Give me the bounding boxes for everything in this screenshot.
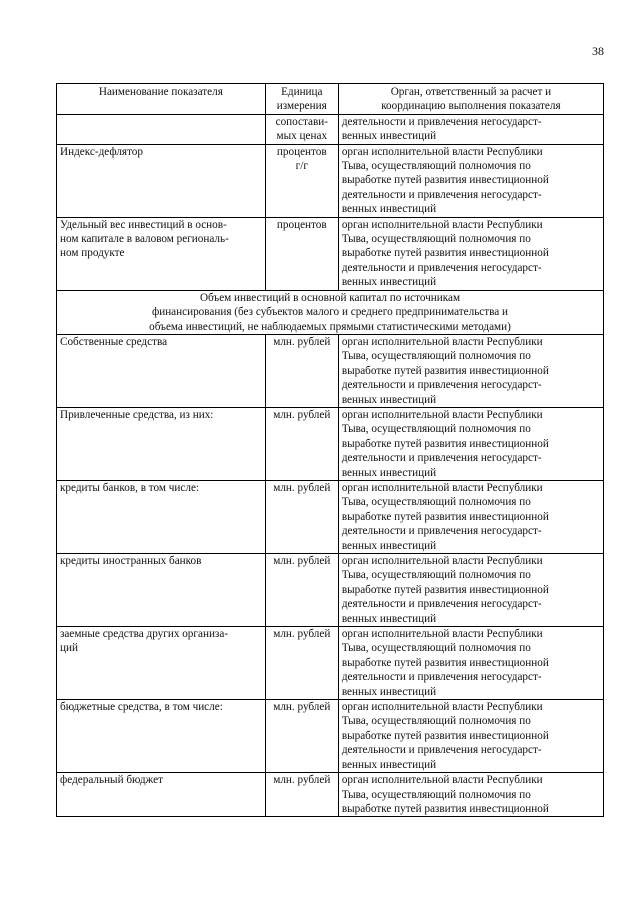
- cell-line: деятельности и привлечения негосударст-: [341, 671, 542, 684]
- cell-line: выработке путей развития инвестиционной: [341, 729, 549, 742]
- unit-cell: [265, 700, 338, 773]
- cell-line: Тыва, осуществляющий полномочия по: [341, 496, 531, 509]
- responsible-body-cell: [338, 217, 603, 290]
- cell-line: венных инвестиций: [341, 612, 437, 625]
- indicator-name-cell: [57, 334, 266, 407]
- cell-line: венных инвестиций: [341, 130, 437, 143]
- cell-line: бюджетные средства, в том числе:: [60, 701, 223, 714]
- cell-line: выработке путей развития инвестиционной: [341, 656, 549, 669]
- cell-line: кредиты иностранных банков: [60, 555, 202, 567]
- cell-line: деятельности и привлечения негосударст-: [341, 379, 542, 392]
- unit-cell: [265, 627, 338, 700]
- table-row: [57, 554, 604, 627]
- indicator-name-cell: [57, 217, 266, 290]
- indicator-name-cell: [57, 480, 266, 553]
- responsible-body-cell: [338, 144, 603, 217]
- cell-line: объема инвестиций, не наблюдаемых прямыми статистическими методами): [149, 320, 511, 333]
- cell-line: выработке путей развития инвестиционной: [341, 437, 549, 450]
- responsible-body-cell: [338, 480, 603, 553]
- unit-cell: [265, 554, 338, 627]
- indicator-name-cell: [57, 700, 266, 773]
- indicator-name-cell: [57, 114, 266, 144]
- cell-line: Тыва, осуществляющий полномочия по: [341, 569, 531, 582]
- indicator-name-cell: [57, 407, 266, 480]
- cell-line: млн. рублей: [273, 701, 331, 714]
- cell-line: деятельности и привлечения негосударст-: [341, 188, 542, 201]
- cell-line: орган исполнительной власти Республики: [341, 145, 543, 158]
- cell-line: деятельности и привлечения негосударст-: [341, 744, 542, 757]
- table-row: [57, 627, 604, 700]
- table-header-row: [57, 84, 604, 115]
- cell-line: координацию выполнения показателя: [381, 100, 561, 113]
- responsible-body-cell: [338, 700, 603, 773]
- header-unit: [265, 84, 338, 115]
- cell-line: ном продукте: [60, 247, 125, 260]
- cell-line: венных инвестиций: [341, 276, 437, 289]
- cell-line: Тыва, осуществляющий полномочия по: [341, 160, 531, 173]
- table-row: [57, 144, 604, 217]
- indicator-name-cell: [57, 627, 266, 700]
- cell-line: орган исполнительной власти Республики: [341, 555, 543, 567]
- cell-line: венных инвестиций: [341, 393, 437, 406]
- cell-line: федеральный бюджет: [60, 774, 163, 787]
- cell-line: млн. рублей: [273, 408, 331, 421]
- cell-line: выработке путей развития инвестиционной: [341, 583, 549, 596]
- indicator-name-cell: [57, 773, 266, 817]
- cell-line: млн. рублей: [273, 774, 331, 787]
- cell-line: процентов: [276, 145, 327, 158]
- responsible-body-cell: [338, 334, 603, 407]
- page-number: 38: [592, 44, 604, 58]
- indicators-table: [56, 83, 604, 817]
- cell-line: Тыва, осуществляющий полномочия по: [341, 350, 531, 363]
- unit-cell: [265, 773, 338, 817]
- table-row: [57, 700, 604, 773]
- section-header-row: [57, 290, 604, 334]
- cell-line: орган исполнительной власти Республики: [341, 701, 543, 714]
- cell-line: финансирования (без субъектов малого и среднего предпринимательства и: [151, 306, 509, 319]
- responsible-body-cell: [338, 407, 603, 480]
- unit-cell: [265, 407, 338, 480]
- responsible-body-cell: [338, 627, 603, 700]
- cell-line: млн. рублей: [273, 481, 331, 494]
- cell-line: млн. рублей: [273, 628, 331, 641]
- cell-line: мых ценах: [276, 130, 328, 143]
- cell-line: выработке путей развития инвестиционной: [341, 510, 549, 523]
- cell-line: Орган, ответственный за расчет и: [390, 86, 552, 98]
- cell-line: орган исполнительной власти Республики: [341, 774, 543, 787]
- cell-line: ном капитале в валовом региональ-: [60, 233, 229, 246]
- cell-line: Тыва, осуществляющий полномочия по: [341, 642, 531, 655]
- cell-line: Собственные средства: [60, 335, 168, 348]
- responsible-body-cell: [338, 554, 603, 627]
- indicator-name-cell: [57, 144, 266, 217]
- cell-line: г/г: [295, 160, 308, 173]
- cell-line: измерения: [276, 100, 327, 113]
- unit-cell: [265, 217, 338, 290]
- cell-line: Привлеченные средства, из них:: [60, 408, 214, 421]
- cell-line: ций: [60, 642, 78, 655]
- unit-cell: [265, 114, 338, 144]
- header-indicator-name: [57, 84, 266, 115]
- cell-line: деятельности и привлечения негосударст-: [341, 452, 542, 465]
- table-row: [57, 407, 604, 480]
- cell-line: выработке путей развития инвестиционной: [341, 247, 549, 260]
- cell-line: млн. рублей: [273, 335, 331, 348]
- cell-line: Тыва, осуществляющий полномочия по: [341, 788, 531, 801]
- header-responsible-body: [338, 84, 603, 115]
- table-row: [57, 217, 604, 290]
- cell-line: млн. рублей: [273, 555, 331, 567]
- cell-line: Единица: [281, 86, 323, 98]
- responsible-body-cell: [338, 114, 603, 144]
- table-row: [57, 334, 604, 407]
- cell-line: орган исполнительной власти Республики: [341, 218, 543, 231]
- cell-line: деятельности и привлечения негосударст-: [341, 261, 542, 274]
- indicator-name-cell: [57, 554, 266, 627]
- table-row: [57, 114, 604, 144]
- cell-line: заемные средства других организа-: [60, 628, 229, 641]
- cell-line: орган исполнительной власти Республики: [341, 628, 543, 641]
- cell-line: орган исполнительной власти Республики: [341, 408, 543, 421]
- cell-line: Наименование показателя: [98, 86, 223, 98]
- responsible-body-cell: [338, 773, 603, 817]
- cell-line: орган исполнительной власти Республики: [341, 481, 543, 494]
- cell-line: деятельности и привлечения негосударст-: [341, 598, 542, 611]
- table-row: [57, 480, 604, 553]
- cell-line: Тыва, осуществляющий полномочия по: [341, 423, 531, 436]
- cell-line: выработке путей развития инвестиционной: [341, 174, 549, 187]
- cell-line: венных инвестиций: [341, 466, 437, 479]
- cell-line: деятельности и привлечения негосударст-: [341, 525, 542, 538]
- cell-line: Объем инвестиций в основной капитал по источникам: [199, 291, 461, 304]
- cell-line: Удельный вес инвестиций в основ-: [60, 218, 227, 231]
- cell-line: сопостави-: [275, 115, 328, 128]
- section-heading: [57, 290, 604, 334]
- cell-line: Индекс-дефлятор: [60, 145, 143, 158]
- cell-line: деятельности и привлечения негосударст-: [341, 115, 542, 128]
- cell-line: орган исполнительной власти Республики: [341, 335, 543, 348]
- cell-line: Тыва, осуществляющий полномочия по: [341, 715, 531, 728]
- cell-line: венных инвестиций: [341, 539, 437, 552]
- cell-line: процентов: [276, 218, 327, 231]
- cell-line: кредиты банков, в том числе:: [60, 481, 200, 494]
- cell-line: венных инвестиций: [341, 685, 437, 698]
- cell-line: выработке путей развития инвестиционной: [341, 364, 549, 377]
- unit-cell: [265, 144, 338, 217]
- table-row: [57, 773, 604, 817]
- unit-cell: [265, 334, 338, 407]
- cell-line: венных инвестиций: [341, 203, 437, 216]
- cell-line: Тыва, осуществляющий полномочия по: [341, 233, 531, 246]
- unit-cell: [265, 480, 338, 553]
- cell-line: венных инвестиций: [341, 758, 437, 771]
- cell-line: выработке путей развития инвестиционной: [341, 802, 549, 815]
